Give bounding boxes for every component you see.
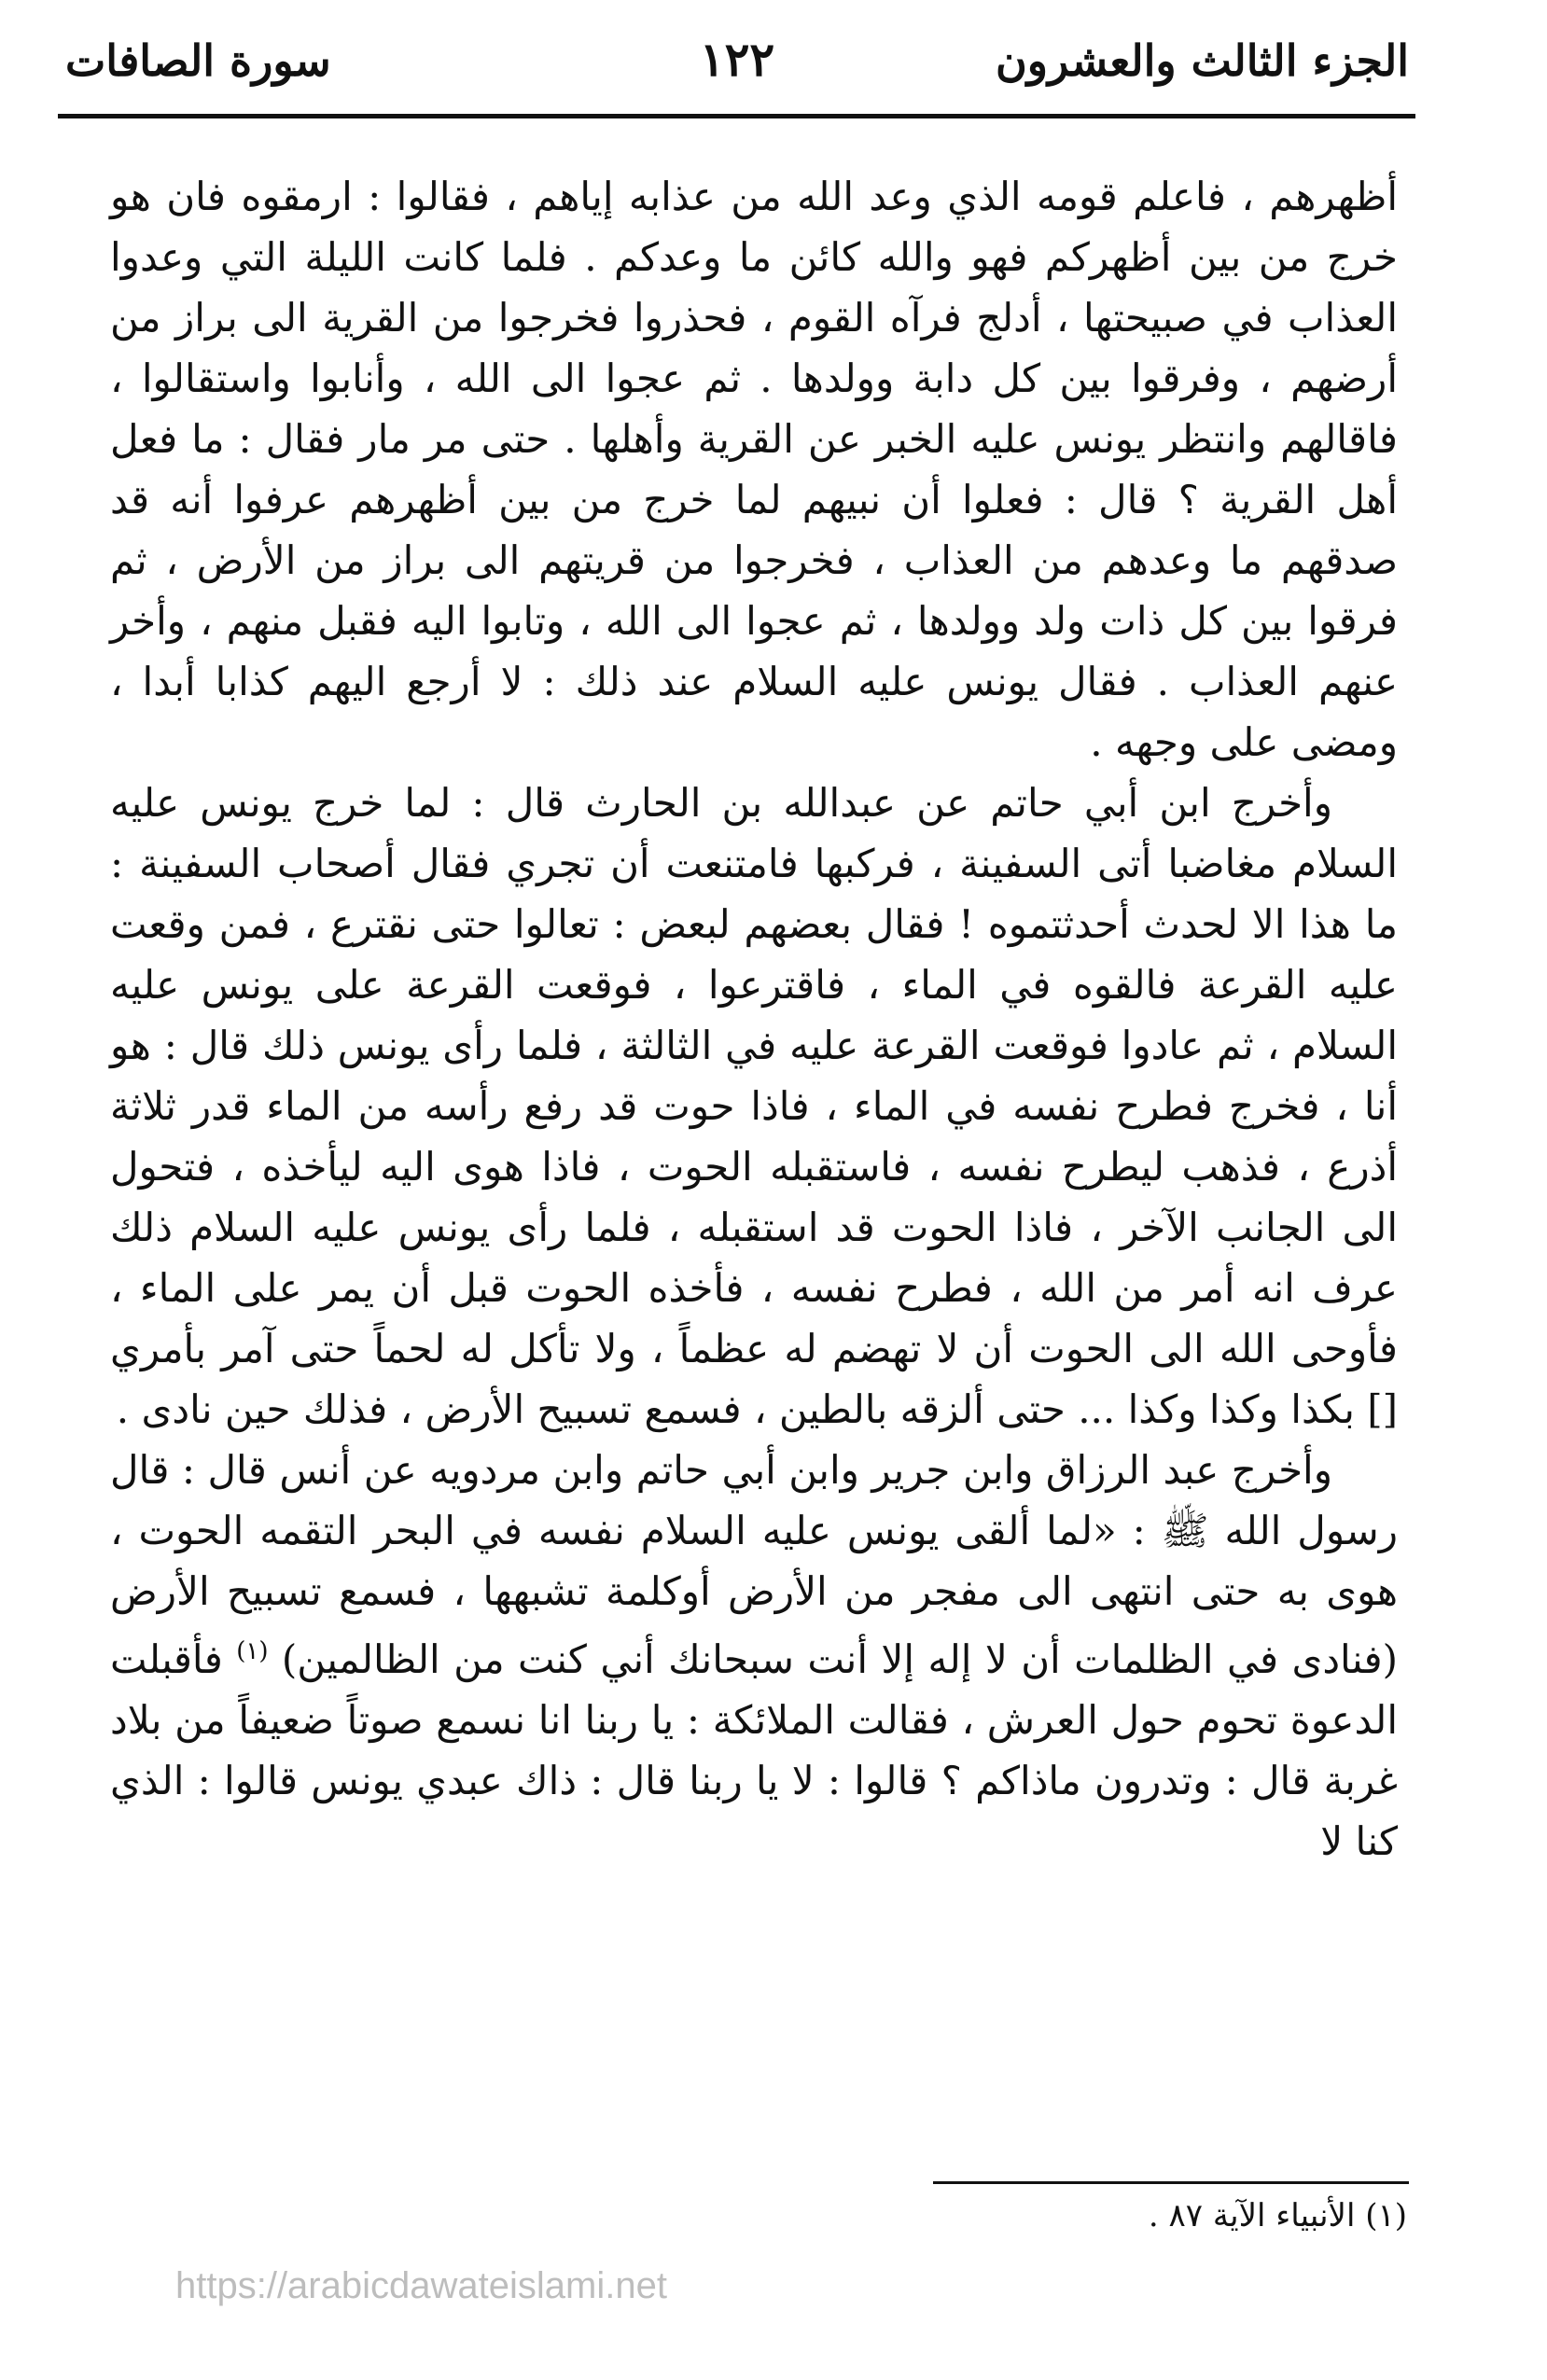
footnote-divider [933, 2181, 1409, 2184]
paragraph: أظهرهم ، فاعلم قومه الذي وعد الله من عذابه إياهم ، فقالوا : ارمقوه فان هو خرج من بين أظهركم فهو والله كائن ما وعدكم . فلما كانت الليلة التي وعدوا العذاب في صبيحتها ، أدلج فرآه القوم ، فحذروا فخرجوا من القرية الى براز من أرضهم ، وفرقوا بين كل دابة وولدها . ثم عجوا الى الله ، وأنابوا واستقالوا ، فاقالهم وانتظر يونس عليه الخبر عن القرية وأهلها . حتى مر مار فقال : ما فعل أهل القرية ؟ قال : فعلوا أن نبيهم لما خرج من بين أظهرهم عرفوا أنه قد صدقهم ما وعدهم من العذاب ، فخرجوا من قريتهم الى براز من الأرض ، ثم فرقوا بين كل ذات ولد وولدها ، ثم عجوا الى الله ، وتابوا اليه فقبل منهم ، وأخر عنهم العذاب . فقال يونس عليه السلام عند ذلك : لا أرجع اليهم كذابا أبدا ، ومضى على وجهه . [110, 174, 1398, 765]
paragraph [110, 1440, 1398, 1872]
footnote-marker: (١) [236, 1637, 269, 1665]
page-number: ١٢٢ [699, 32, 775, 87]
footnote: (١) الأنبياء الآية ٨٧ . [1148, 2197, 1407, 2234]
paragraph-text-continued: فأقبلت الدعوة تحوم حول العرش ، فقالت الملائكة : يا ربنا انا نسمع صوتاً ضعيفاً من بلاد غربة قال : وتدرون ماذاكم ؟ قالوا : لا يا ربنا قال : ذاك عبدي يونس قالوا : الذي كنا لا [110, 1636, 1398, 1864]
header-divider [58, 114, 1415, 118]
surah-title: سورة الصافات [65, 35, 331, 86]
paragraph: وأخرج ابن أبي حاتم عن عبدالله بن الحارث قال : لما خرج يونس عليه السلام مغاضبا أتى السفينة ، فركبها فامتنعت أن تجري فقال أصحاب السفينة : ما هذا الا لحدث أحدثتموه ! فقال بعضهم لبعض : تعالوا حتى نقترع ، فمن وقعت عليه القرعة فالقوه في الماء ، فاقترعوا ، فوقعت القرعة على يونس عليه السلام ، ثم عادوا فوقعت القرعة عليه في الثالثة ، فلما رأى يونس ذلك قال : هو أنا ، فخرج فطرح نفسه في الماء ، فاذا حوت قد رفع رأسه من الماء قدر ثلاثة أذرع ، فذهب ليطرح نفسه ، فاستقبله الحوت ، فاذا هوى اليه ليأخذه ، فتحول الى الجانب الآخر ، فاذا الحوت قد استقبله ، فلما رأى يونس عليه السلام ذلك عرف انه أمر من الله ، فطرح نفسه ، فأخذه الحوت قبل أن يمر على الماء ، فأوحى الله الى الحوت أن لا تهضم له عظماً ، ولا تأكل له لحماً حتى آمر بأمري [] بكذا وكذا وكذا ... حتى ألزقه بالطين ، فسمع تسبيح الأرض ، فذلك حين نادى . [110, 780, 1398, 1432]
page-header [65, 28, 1409, 103]
paragraph-text: وأخرج عبد الرزاق وابن جرير وابن أبي حاتم وابن مردويه عن أنس قال : قال رسول الله ﷺ : «لما ألقى يونس عليه السلام نفسه في البحر التقمه الحوت ، هوى به حتى انتهى الى مفجر من الأرض أوكلمة تشبهها ، فسمع تسبيح الأرض (فنادى في الظلمات أن لا إله إلا أنت سبحانك أني كنت من الظالمين) [110, 1447, 1398, 1682]
main-text [110, 166, 1398, 1872]
part-title: الجزء الثالث والعشرون [995, 35, 1409, 86]
watermark-url: https://arabicdawateislami.net [175, 2265, 667, 2306]
